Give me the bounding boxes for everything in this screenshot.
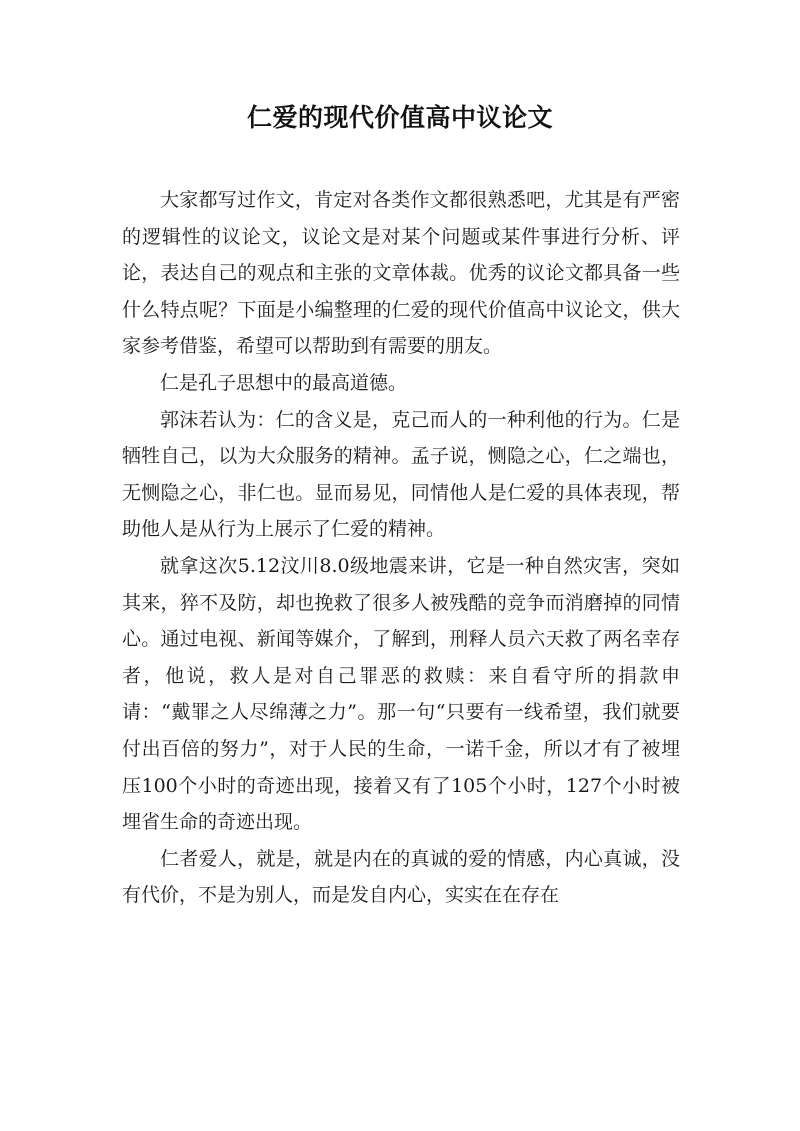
document-title: 仁爱的现代价值高中议论文 xyxy=(246,103,553,132)
paragraph-guo-moruo: 郭沫若认为：仁的含义是，克己而人的一种利他的行为。仁是牺牲自己，以为大众服务的精神。孟子说，恻隐之心，仁之端也，无恻隐之心，非仁也。显而易见，同情他人是仁爱的具体表现，帮助他人是从行为上展示了仁爱的精神。 xyxy=(122,408,680,541)
paragraph-earthquake: 就拿这次5.12汶川8.0级地震来讲，它是一种自然灾害，突如其来，猝不及防，却也挽救了很多人被残酷的竞争而消磨掉的同情心。通过电视、新闻等媒介，了解到，刑释人员六天救了两名幸存者，他说，救人是对自己罪恶的救赎：来自看守所的捐款申请：“戴罪之人尽绵薄之力”。那一句“只要有一线希望，我们就要付出百倍的努力”，对于人民的生命，一诺千金，所以才有了被埋压100个小时的奇迹出现，接着又有了105个小时，127个小时被埋省生命的奇迹出现。 xyxy=(122,554,680,834)
paragraph-thesis: 仁是孔子思想中的最高道德。 xyxy=(160,371,408,394)
paragraph-intro: 大家都写过作文，肯定对各类作文都很熟悉吧，尤其是有严密的逻辑性的议论文，议论文是对某个问题或某件事进行分析、评论，表达自己的观点和主张的文章体裁。优秀的议论文都具备一些什么特点呢？下面是小编整理的仁爱的现代价值高中议论文，供大家参考借鉴，希望可以帮助到有需要的朋友。 xyxy=(122,189,680,358)
document-body xyxy=(122,182,680,914)
paragraph-benevolence: 仁者爱人，就是，就是内在的真诚的爱的情感，内心真诚，没有代价，不是为别人，而是发自内心，实实在在存在 xyxy=(122,847,680,907)
